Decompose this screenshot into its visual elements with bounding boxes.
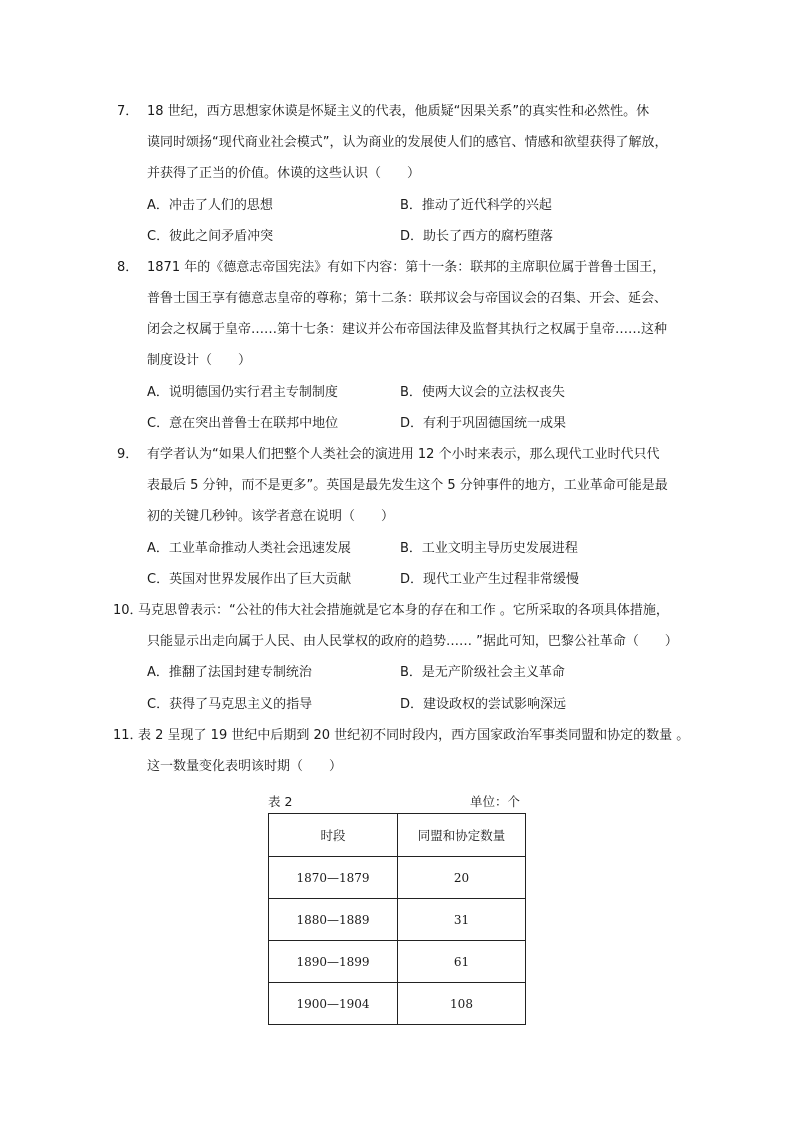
data-table <box>268 813 526 1025</box>
table-cell-count: 61 <box>398 941 526 983</box>
option-b[interactable]: B．工业文明主导历史发展进程 <box>400 541 578 556</box>
table-row <box>269 941 526 983</box>
table-caption: 表 2 <box>268 794 293 809</box>
table-row <box>269 857 526 899</box>
option-b[interactable]: B．推动了近代科学的兴起 <box>400 198 552 213</box>
question-text-line: 并获得了正当的价值。休谟的这些认识（ ） <box>147 166 421 181</box>
question-text-line: 闭会之权属于皇帝……第十七条：建议并公布帝国法律及监督其执行之权属于皇帝……这种 <box>147 322 668 337</box>
option-c[interactable]: C．获得了马克思主义的指导 <box>147 697 313 712</box>
question-number: 8． <box>117 260 139 275</box>
question-text-line: 有学者认为“如果人们把整个人类社会的演进用 12 个小时来表示，那么现代工业时代只代 <box>147 447 660 462</box>
question-text-line: 表 2 呈现了 19 世纪中后期到 20 世纪初不同时段内，西方国家政治军事类同盟和协定的数量 。 <box>138 728 690 743</box>
table-cell-period: 1870—1879 <box>269 857 398 899</box>
option-c[interactable]: C．彼此之间矛盾冲突 <box>147 229 274 244</box>
question-text-line: 这一数量变化表明该时期（ ） <box>147 759 343 774</box>
question-text-line: 1871 年的《德意志帝国宪法》有如下内容：第十一条：联邦的主席职位属于普鲁士国王， <box>147 260 666 275</box>
option-d[interactable]: D．有利于巩固德国统一成果 <box>400 416 567 431</box>
question-number: 9． <box>117 447 139 462</box>
question-text-line: 谟同时颂扬“现代商业社会模式”，认为商业的发展使人们的感官、情感和欲望获得了解放， <box>147 135 668 150</box>
question-text-line: 初的关键几秒钟。该学者意在说明（ ） <box>147 509 395 524</box>
option-a[interactable]: A．工业革命推动人类社会迅速发展 <box>147 541 351 556</box>
question-number: 10． <box>113 603 143 618</box>
option-d[interactable]: D．助长了西方的腐朽堕落 <box>400 229 554 244</box>
option-b[interactable]: B．是无产阶级社会主义革命 <box>400 665 565 680</box>
question-text-line: 制度设计（ ） <box>147 353 252 368</box>
table-row <box>269 899 526 941</box>
table-cell-count: 20 <box>398 857 526 899</box>
option-a[interactable]: A．冲击了人们的思想 <box>147 198 273 213</box>
table-header-row <box>269 814 526 857</box>
option-a[interactable]: A．推翻了法国封建专制统治 <box>147 665 312 680</box>
question-number: 11． <box>113 728 143 743</box>
question-text-line: 18 世纪，西方思想家休谟是怀疑主义的代表，他质疑“因果关系”的真实性和必然性。休 <box>147 104 650 119</box>
question-text-line: 表最后 5 分钟，而不是更多”。英国是最先发生这个 5 分钟事件的地方，工业革命可能是最 <box>147 478 668 493</box>
question-number: 7． <box>117 104 139 119</box>
option-c[interactable]: C．英国对世界发展作出了巨大贡献 <box>147 572 352 587</box>
option-c[interactable]: C．意在突出普鲁士在联邦中地位 <box>147 416 339 431</box>
option-b[interactable]: B．使两大议会的立法权丧失 <box>400 385 565 400</box>
table-cell-period: 1900—1904 <box>269 983 398 1025</box>
table-cell-count: 108 <box>398 983 526 1025</box>
column-header: 时段 <box>269 814 398 857</box>
column-header: 同盟和协定数量 <box>398 814 526 857</box>
table-row <box>269 983 526 1025</box>
table-unit: 单位：个 <box>470 794 521 809</box>
table-cell-period: 1890—1899 <box>269 941 398 983</box>
option-d[interactable]: D．现代工业产生过程非常缓慢 <box>400 572 580 587</box>
question-text-line: 只能显示出走向属于人民、由人民掌权的政府的趋势…… ”据此可知，巴黎公社革命（ ） <box>147 634 678 649</box>
table-cell-period: 1880—1889 <box>269 899 398 941</box>
option-a[interactable]: A．说明德国仍实行君主专制制度 <box>147 385 338 400</box>
question-text-line: 马克思曾表示：“公社的伟大社会措施就是它本身的存在和工作 。它所采取的各项具体措施， <box>138 603 669 618</box>
option-d[interactable]: D．建设政权的尝试影响深远 <box>400 697 567 712</box>
table-cell-count: 31 <box>398 899 526 941</box>
question-text-line: 普鲁士国王享有德意志皇帝的尊称；第十二条：联邦议会与帝国议会的召集、开会、延会、 <box>147 291 668 306</box>
